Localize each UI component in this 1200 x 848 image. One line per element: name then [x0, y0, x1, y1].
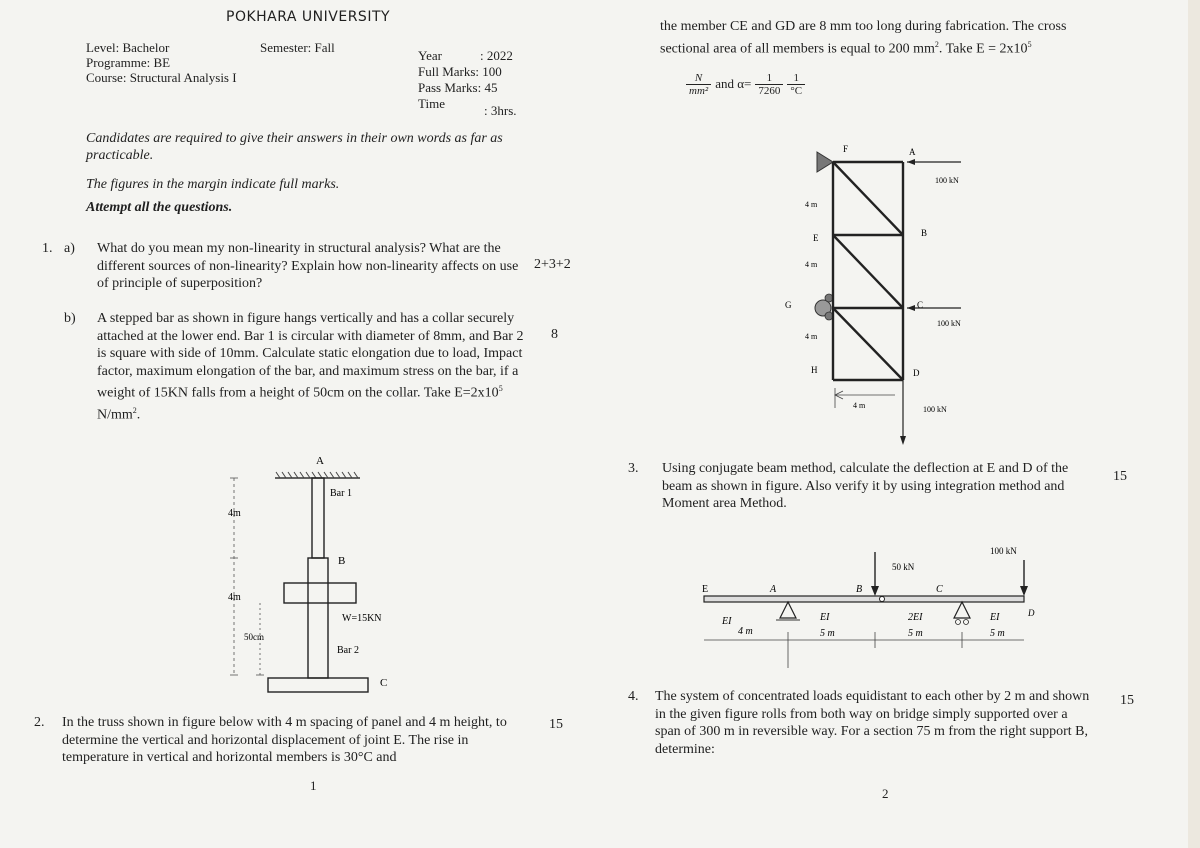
truss-label-c: C: [917, 300, 924, 310]
truss-label-d: D: [913, 368, 920, 378]
truss-label-e: E: [813, 233, 819, 243]
fig1-label-c: C: [380, 677, 388, 689]
beam-ei-3: 2EI: [908, 612, 923, 623]
q1-number: 1.: [42, 241, 53, 256]
beam-length-1: 4 m: [738, 626, 753, 637]
q1b-marks: 8: [551, 327, 558, 342]
instruction-1: Candidates are required to give their answers in their own words as far as practicable.: [86, 131, 503, 163]
q4-number: 4.: [628, 689, 639, 704]
beam-ei-2: EI: [820, 612, 830, 623]
fig1-label-b: B: [338, 555, 346, 567]
fig1-length-2: 4m: [228, 592, 241, 603]
q1a-text: What do you mean my non-linearity in structural analysis? What are the different sources of non-linearity? Explain how non-linearity affects on use of principle of superposition?: [97, 241, 519, 291]
instruction-2: The figures in the margin indicate full marks.: [86, 177, 340, 192]
truss-figure: [775, 140, 985, 480]
truss-label-h: H: [811, 365, 818, 375]
beam-label-a: A: [770, 584, 777, 595]
page-number-left: 1: [310, 778, 317, 793]
q4-marks: 15: [1120, 693, 1134, 708]
truss-height-1: 4 m: [805, 200, 818, 209]
beam-label-e: E: [702, 584, 709, 595]
university-name: POKHARA UNIVERSITY: [226, 9, 391, 25]
q1b-label: b): [64, 311, 76, 326]
fig1-label-w: W=15KN: [342, 613, 382, 624]
full-marks: Full Marks: 100: [418, 64, 502, 79]
course: Course: Structural Analysis I: [86, 70, 237, 85]
programme: Programme: BE: [86, 55, 171, 70]
time-label: Time: [418, 96, 445, 111]
fig1-drop-height: 50cm: [244, 632, 264, 642]
page-number-right: 2: [882, 786, 889, 801]
beam-length-4: 5 m: [990, 628, 1005, 639]
beam-label-d: D: [1028, 608, 1035, 618]
truss-label-f: F: [843, 144, 849, 154]
fig1-label-bar2: Bar 2: [337, 645, 359, 656]
q1b-text: A stepped bar as shown in figure hangs vertically and has a collar securely attached at the lower end. Bar 1 is circular with diameter of 8mm, and Bar 2 is square with side of 10mm. Calculate static elongation due to load, Impact factor, maximum elongation of the bar, and maximum stress on the bar, if a weight of 15KN falls from a height of 50cm on the collar. Take $E=2x10^5$ $N/mm^2$.: [97, 311, 524, 423]
pass-marks: Pass Marks: 45: [418, 80, 498, 95]
truss-label-b: B: [921, 228, 928, 238]
truss-label-g: G: [785, 300, 792, 310]
beam-ei-1: EI: [722, 616, 732, 627]
q1a-marks: 2+3+2: [534, 257, 571, 272]
beam-label-c: C: [936, 584, 943, 595]
truss-load-1: 100 kN: [935, 176, 959, 185]
beam-figure: [690, 540, 1050, 670]
fig1-label-bar1: Bar 1: [330, 488, 352, 499]
truss-label-a: A: [909, 147, 916, 157]
beam-length-2: 5 m: [820, 628, 835, 639]
fraction-alpha-1: $\frac{1}{7260}$: [755, 72, 783, 97]
and-alpha: and α=: [715, 76, 752, 92]
truss-span: 4 m: [853, 401, 866, 410]
q3-number: 3.: [628, 461, 639, 476]
instruction-3: Attempt all the questions.: [86, 200, 233, 215]
q2-marks: 15: [549, 717, 563, 732]
year-value: : 2022: [480, 48, 513, 63]
beam-length-3: 5 m: [908, 628, 923, 639]
level: Level: Bachelor: [86, 40, 170, 55]
beam-ei-4: EI: [990, 612, 1000, 623]
truss-load-2: 100 kN: [937, 319, 961, 328]
q1a-label: a): [64, 241, 75, 256]
semester: Semester: Fall: [260, 40, 335, 55]
q2-number: 2.: [34, 715, 45, 730]
truss-load-3: 100 kN: [923, 405, 947, 414]
fraction-alpha-2: $\frac{1}{^\circ C}$: [787, 72, 805, 97]
q3-text: Using conjugate beam method, calculate the deflection at E and D of the beam as shown in figure. Also verify it by using integration method and Moment area Method.: [662, 461, 1069, 511]
stepped-bar-figure: [220, 450, 420, 710]
beam-label-b: B: [856, 584, 863, 595]
q2-text: In the truss shown in figure below with 4 m spacing of panel and 4 m height, to determine the vertical and horizontal displacement of joint E. The rise in temperature in vertical and horizontal members is 30°C and: [62, 715, 507, 765]
time-value: : 3hrs.: [484, 103, 517, 118]
q4-text: The system of concentrated loads equidistant to each other by 2 m and shown in the given figure rolls from both way on bridge simply supported over a span of 300 m in reversible way. For a section 75 m from the right support B, determine:: [655, 689, 1090, 757]
fig1-length-1: 4m: [228, 508, 241, 519]
beam-load-50: 50 kN: [892, 562, 915, 572]
truss-height-2: 4 m: [805, 260, 818, 269]
truss-height-3: 4 m: [805, 332, 818, 341]
q2-formula: [686, 72, 805, 97]
beam-load-100: 100 kN: [990, 546, 1017, 556]
year-label: Year: [418, 48, 442, 63]
page-edge: [1188, 0, 1200, 848]
q3-marks: 15: [1113, 469, 1127, 484]
fig1-label-a: A: [316, 455, 324, 467]
fraction-n-mm2: $\frac{N}{\text{mm²}}$: [686, 72, 711, 97]
q2-continued: the member CE and GD are 8 mm too long during fabrication. The cross sectional area of all members is equal to 200 $mm^2$. Take $E = 2x10^5$: [660, 19, 1067, 57]
